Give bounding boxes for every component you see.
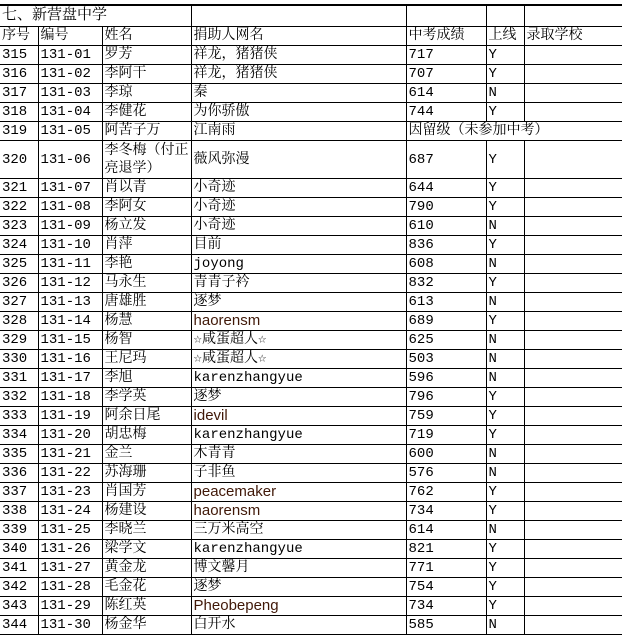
cell-school[interactable] [524, 84, 622, 103]
cell-no[interactable]: 324 [0, 236, 38, 255]
cell-no[interactable]: 323 [0, 217, 38, 236]
table-row [0, 407, 622, 426]
cell-donor[interactable]: haorensm [191, 502, 406, 521]
cell-name[interactable]: 马永生 [102, 274, 191, 293]
cell-pass[interactable]: N [486, 331, 524, 350]
cell-name[interactable]: 唐雄胜 [102, 293, 191, 312]
cell-pass[interactable]: Y [486, 540, 524, 559]
cell-name[interactable]: 李琼 [102, 84, 191, 103]
empty-cell[interactable] [486, 6, 524, 27]
cell-school[interactable] [524, 236, 622, 255]
cell-id[interactable]: 131-27 [38, 559, 102, 578]
table-row [0, 65, 622, 84]
header-donor[interactable]: 捐助人网名 [191, 27, 406, 46]
cell-id[interactable]: 131-05 [38, 122, 102, 141]
cell-pass[interactable]: Y [486, 236, 524, 255]
cell-score[interactable]: 503 [406, 350, 486, 369]
cell-id[interactable]: 131-26 [38, 540, 102, 559]
cell-name[interactable]: 苏海珊 [102, 464, 191, 483]
cell-score[interactable]: 759 [406, 407, 486, 426]
table-row [0, 426, 622, 445]
cell-id[interactable]: 131-28 [38, 578, 102, 597]
cell-donor[interactable]: 目前 [191, 236, 406, 255]
cell-no[interactable]: 321 [0, 179, 38, 198]
cell-donor[interactable]: 三万米高空 [191, 521, 406, 540]
cell-id[interactable]: 131-01 [38, 46, 102, 65]
cell-score[interactable]: 因留级（未参加中考） [406, 122, 622, 141]
cell-pass[interactable]: Y [486, 578, 524, 597]
cell-id[interactable]: 131-07 [38, 179, 102, 198]
cell-score[interactable]: 644 [406, 179, 486, 198]
cell-score[interactable]: 585 [406, 616, 486, 635]
cell-donor[interactable]: 祥龙，猪猪侠 [191, 46, 406, 65]
cell-pass[interactable]: Y [486, 65, 524, 84]
cell-id[interactable]: 131-12 [38, 274, 102, 293]
cell-score[interactable]: 717 [406, 46, 486, 65]
cell-no[interactable]: 334 [0, 426, 38, 445]
cell-id[interactable]: 131-16 [38, 350, 102, 369]
table-row [0, 293, 622, 312]
header-score[interactable]: 中考成绩 [406, 27, 486, 46]
cell-donor[interactable]: 江南雨 [191, 122, 406, 141]
cell-pass[interactable]: N [486, 217, 524, 236]
cell-score[interactable]: 821 [406, 540, 486, 559]
cell-school[interactable] [524, 255, 622, 274]
cell-pass[interactable]: Y [486, 502, 524, 521]
cell-id[interactable]: 131-10 [38, 236, 102, 255]
table-row [0, 559, 622, 578]
cell-id[interactable]: 131-17 [38, 369, 102, 388]
cell-name[interactable]: 罗芳 [102, 46, 191, 65]
table-row [0, 502, 622, 521]
table-row [0, 274, 622, 293]
cell-school[interactable] [524, 578, 622, 597]
cell-school[interactable] [524, 331, 622, 350]
cell-no[interactable]: 316 [0, 65, 38, 84]
cell-donor[interactable]: 秦 [191, 84, 406, 103]
cell-school[interactable] [524, 293, 622, 312]
cell-name[interactable]: 李冬梅（付正亮退学） [102, 141, 191, 179]
cell-id[interactable]: 131-25 [38, 521, 102, 540]
empty-cell[interactable] [191, 6, 406, 27]
cell-donor[interactable]: peacemaker [191, 483, 406, 502]
cell-pass[interactable]: N [486, 445, 524, 464]
cell-school[interactable] [524, 616, 622, 635]
table-row [0, 540, 622, 559]
cell-donor[interactable]: 逐梦 [191, 578, 406, 597]
table-row [0, 84, 622, 103]
cell-no[interactable]: 332 [0, 388, 38, 407]
cell-donor[interactable]: karenzhangyue [191, 540, 406, 559]
table-row [0, 597, 622, 616]
cell-no[interactable]: 330 [0, 350, 38, 369]
cell-no[interactable]: 337 [0, 483, 38, 502]
cell-no[interactable]: 325 [0, 255, 38, 274]
cell-id[interactable]: 131-02 [38, 65, 102, 84]
cell-pass[interactable]: Y [486, 388, 524, 407]
empty-cell[interactable] [406, 6, 486, 27]
cell-name[interactable]: 李健花 [102, 103, 191, 122]
cell-school[interactable] [524, 217, 622, 236]
cell-pass[interactable]: N [486, 293, 524, 312]
cell-school[interactable] [524, 312, 622, 331]
cell-school[interactable] [524, 559, 622, 578]
cell-pass[interactable]: Y [486, 198, 524, 217]
cell-name[interactable]: 李阿干 [102, 65, 191, 84]
cell-name[interactable]: 杨建设 [102, 502, 191, 521]
header-pass[interactable]: 上线 [486, 27, 524, 46]
table-row [0, 179, 622, 198]
cell-id[interactable]: 131-04 [38, 103, 102, 122]
table-row [0, 236, 622, 255]
cell-donor[interactable]: karenzhangyue [191, 369, 406, 388]
cell-donor[interactable]: 小奇迹 [191, 217, 406, 236]
cell-donor[interactable]: 博文馨月 [191, 559, 406, 578]
cell-pass[interactable]: Y [486, 559, 524, 578]
cell-donor[interactable]: idevil [191, 407, 406, 426]
cell-id[interactable]: 131-22 [38, 464, 102, 483]
cell-score[interactable]: 610 [406, 217, 486, 236]
cell-id[interactable]: 131-23 [38, 483, 102, 502]
cell-school[interactable] [524, 483, 622, 502]
cell-pass[interactable]: N [486, 84, 524, 103]
table-row [0, 255, 622, 274]
cell-no[interactable]: 317 [0, 84, 38, 103]
table-row [0, 141, 622, 179]
cell-id[interactable]: 131-11 [38, 255, 102, 274]
cell-donor[interactable]: 逐梦 [191, 388, 406, 407]
cell-id[interactable]: 131-13 [38, 293, 102, 312]
cell-score[interactable]: 576 [406, 464, 486, 483]
cell-name[interactable]: 陈红英 [102, 597, 191, 616]
cell-school[interactable] [524, 274, 622, 293]
cell-score[interactable]: 707 [406, 65, 486, 84]
cell-pass[interactable]: N [486, 616, 524, 635]
cell-donor[interactable]: 小奇迹 [191, 198, 406, 217]
cell-id[interactable]: 131-21 [38, 445, 102, 464]
cell-no[interactable]: 322 [0, 198, 38, 217]
cell-score[interactable]: 744 [406, 103, 486, 122]
cell-school[interactable] [524, 198, 622, 217]
cell-score[interactable]: 625 [406, 331, 486, 350]
cell-no[interactable]: 333 [0, 407, 38, 426]
cell-donor[interactable]: joyong [191, 255, 406, 274]
cell-name[interactable]: 阿苦子万 [102, 122, 191, 141]
cell-school[interactable] [524, 350, 622, 369]
cell-no[interactable]: 342 [0, 578, 38, 597]
cell-school[interactable] [524, 426, 622, 445]
cell-name[interactable]: 杨智 [102, 331, 191, 350]
cell-school[interactable] [524, 369, 622, 388]
cell-pass[interactable]: Y [486, 103, 524, 122]
table-row [0, 312, 622, 331]
cell-donor[interactable]: 逐梦 [191, 293, 406, 312]
cell-name[interactable]: 杨金华 [102, 616, 191, 635]
cell-name[interactable]: 梁学文 [102, 540, 191, 559]
cell-score[interactable]: 687 [406, 141, 486, 179]
cell-pass[interactable]: Y [486, 407, 524, 426]
title-row [0, 6, 622, 27]
cell-no[interactable]: 335 [0, 445, 38, 464]
cell-no[interactable]: 315 [0, 46, 38, 65]
cell-no[interactable]: 331 [0, 369, 38, 388]
table-row [0, 103, 622, 122]
cell-pass[interactable]: Y [486, 141, 524, 179]
cell-score[interactable]: 734 [406, 502, 486, 521]
cell-donor[interactable]: Pheobepeng [191, 597, 406, 616]
header-row [0, 27, 622, 46]
cell-score[interactable]: 614 [406, 84, 486, 103]
cell-name[interactable]: 肖国芳 [102, 483, 191, 502]
cell-no[interactable]: 344 [0, 616, 38, 635]
table-row [0, 445, 622, 464]
cell-school[interactable] [524, 597, 622, 616]
table-row [0, 483, 622, 502]
cell-no[interactable]: 326 [0, 274, 38, 293]
table-row [0, 464, 622, 483]
cell-pass[interactable]: Y [486, 46, 524, 65]
cell-id[interactable]: 131-08 [38, 198, 102, 217]
cell-id[interactable]: 131-18 [38, 388, 102, 407]
cell-school[interactable] [524, 445, 622, 464]
cell-score[interactable]: 832 [406, 274, 486, 293]
cell-id[interactable]: 131-09 [38, 217, 102, 236]
cell-id[interactable]: 131-06 [38, 141, 102, 179]
cell-id[interactable]: 131-30 [38, 616, 102, 635]
header-id[interactable]: 编号 [38, 27, 102, 46]
empty-cell[interactable] [524, 6, 622, 27]
cell-donor[interactable]: ☆咸蛋超人☆ [191, 331, 406, 350]
table-row [0, 388, 622, 407]
cell-id[interactable]: 131-20 [38, 426, 102, 445]
cell-school[interactable] [524, 407, 622, 426]
cell-id[interactable]: 131-29 [38, 597, 102, 616]
cell-pass[interactable]: Y [486, 312, 524, 331]
cell-school[interactable] [524, 65, 622, 84]
cell-score[interactable]: 762 [406, 483, 486, 502]
table-row [0, 616, 622, 635]
table-row [0, 122, 622, 141]
header-no[interactable]: 序号 [0, 27, 38, 46]
cell-school[interactable] [524, 46, 622, 65]
cell-name[interactable]: 杨立发 [102, 217, 191, 236]
cell-name[interactable]: 李艳 [102, 255, 191, 274]
cell-id[interactable]: 131-14 [38, 312, 102, 331]
cell-donor[interactable]: ☆咸蛋超人☆ [191, 350, 406, 369]
cell-name[interactable]: 李晓兰 [102, 521, 191, 540]
cell-name[interactable]: 阿余日尾 [102, 407, 191, 426]
cell-school[interactable] [524, 179, 622, 198]
cell-score[interactable]: 600 [406, 445, 486, 464]
cell-score[interactable]: 836 [406, 236, 486, 255]
cell-no[interactable]: 336 [0, 464, 38, 483]
cell-school[interactable] [524, 464, 622, 483]
cell-donor[interactable]: 白开水 [191, 616, 406, 635]
cell-school[interactable] [524, 103, 622, 122]
cell-score[interactable]: 596 [406, 369, 486, 388]
cell-id[interactable]: 131-19 [38, 407, 102, 426]
cell-score[interactable]: 689 [406, 312, 486, 331]
cell-name[interactable]: 胡忠梅 [102, 426, 191, 445]
cell-pass[interactable]: Y [486, 179, 524, 198]
table-row [0, 369, 622, 388]
cell-no[interactable]: 338 [0, 502, 38, 521]
cell-no[interactable]: 318 [0, 103, 38, 122]
cell-donor[interactable]: 小奇迹 [191, 179, 406, 198]
cell-no[interactable]: 339 [0, 521, 38, 540]
cell-name[interactable]: 王尼玛 [102, 350, 191, 369]
cell-name[interactable]: 肖萍 [102, 236, 191, 255]
cell-no[interactable]: 320 [0, 141, 38, 179]
cell-donor[interactable]: 祥龙，猪猪侠 [191, 65, 406, 84]
cell-school[interactable] [524, 502, 622, 521]
cell-pass[interactable]: N [486, 521, 524, 540]
cell-no[interactable]: 319 [0, 122, 38, 141]
cell-donor[interactable]: 为你骄傲 [191, 103, 406, 122]
cell-score[interactable]: 771 [406, 559, 486, 578]
cell-no[interactable]: 341 [0, 559, 38, 578]
cell-score[interactable]: 796 [406, 388, 486, 407]
cell-score[interactable]: 613 [406, 293, 486, 312]
cell-name[interactable]: 金兰 [102, 445, 191, 464]
cell-score[interactable]: 790 [406, 198, 486, 217]
cell-no[interactable]: 329 [0, 331, 38, 350]
cell-donor[interactable]: 木青青 [191, 445, 406, 464]
cell-no[interactable]: 340 [0, 540, 38, 559]
cell-score[interactable]: 719 [406, 426, 486, 445]
table-row [0, 217, 622, 236]
table-row [0, 46, 622, 65]
table-row [0, 198, 622, 217]
cell-name[interactable]: 李阿女 [102, 198, 191, 217]
cell-no[interactable]: 343 [0, 597, 38, 616]
cell-name[interactable]: 李旭 [102, 369, 191, 388]
cell-pass[interactable]: N [486, 369, 524, 388]
cell-donor[interactable]: karenzhangyue [191, 426, 406, 445]
header-name[interactable]: 姓名 [102, 27, 191, 46]
cell-pass[interactable]: Y [486, 483, 524, 502]
cell-school[interactable] [524, 388, 622, 407]
cell-name[interactable]: 杨慧 [102, 312, 191, 331]
cell-name[interactable]: 肖以青 [102, 179, 191, 198]
table-row [0, 521, 622, 540]
cell-pass[interactable]: N [486, 350, 524, 369]
header-school[interactable]: 录取学校 [524, 27, 622, 46]
cell-donor[interactable]: 青青子衿 [191, 274, 406, 293]
table-row [0, 350, 622, 369]
cell-school[interactable] [524, 141, 622, 179]
cell-id[interactable]: 131-24 [38, 502, 102, 521]
cell-name[interactable]: 李学英 [102, 388, 191, 407]
table-row [0, 578, 622, 597]
cell-score[interactable]: 734 [406, 597, 486, 616]
cell-score[interactable]: 754 [406, 578, 486, 597]
cell-pass[interactable]: Y [486, 597, 524, 616]
cell-score[interactable]: 608 [406, 255, 486, 274]
cell-donor[interactable]: haorensm [191, 312, 406, 331]
cell-pass[interactable]: Y [486, 274, 524, 293]
cell-donor[interactable]: 子非鱼 [191, 464, 406, 483]
cell-pass[interactable]: N [486, 255, 524, 274]
student-table [0, 5, 622, 635]
cell-school[interactable] [524, 521, 622, 540]
cell-no[interactable]: 328 [0, 312, 38, 331]
section-title[interactable]: 七、新营盘中学 [0, 6, 191, 27]
cell-school[interactable] [524, 540, 622, 559]
cell-donor[interactable]: 薇风弥漫 [191, 141, 406, 179]
cell-name[interactable]: 黄金龙 [102, 559, 191, 578]
cell-no[interactable]: 327 [0, 293, 38, 312]
cell-pass[interactable]: Y [486, 426, 524, 445]
cell-score[interactable]: 614 [406, 521, 486, 540]
table-row [0, 331, 622, 350]
cell-pass[interactable]: N [486, 464, 524, 483]
cell-id[interactable]: 131-15 [38, 331, 102, 350]
cell-name[interactable]: 毛金花 [102, 578, 191, 597]
cell-id[interactable]: 131-03 [38, 84, 102, 103]
